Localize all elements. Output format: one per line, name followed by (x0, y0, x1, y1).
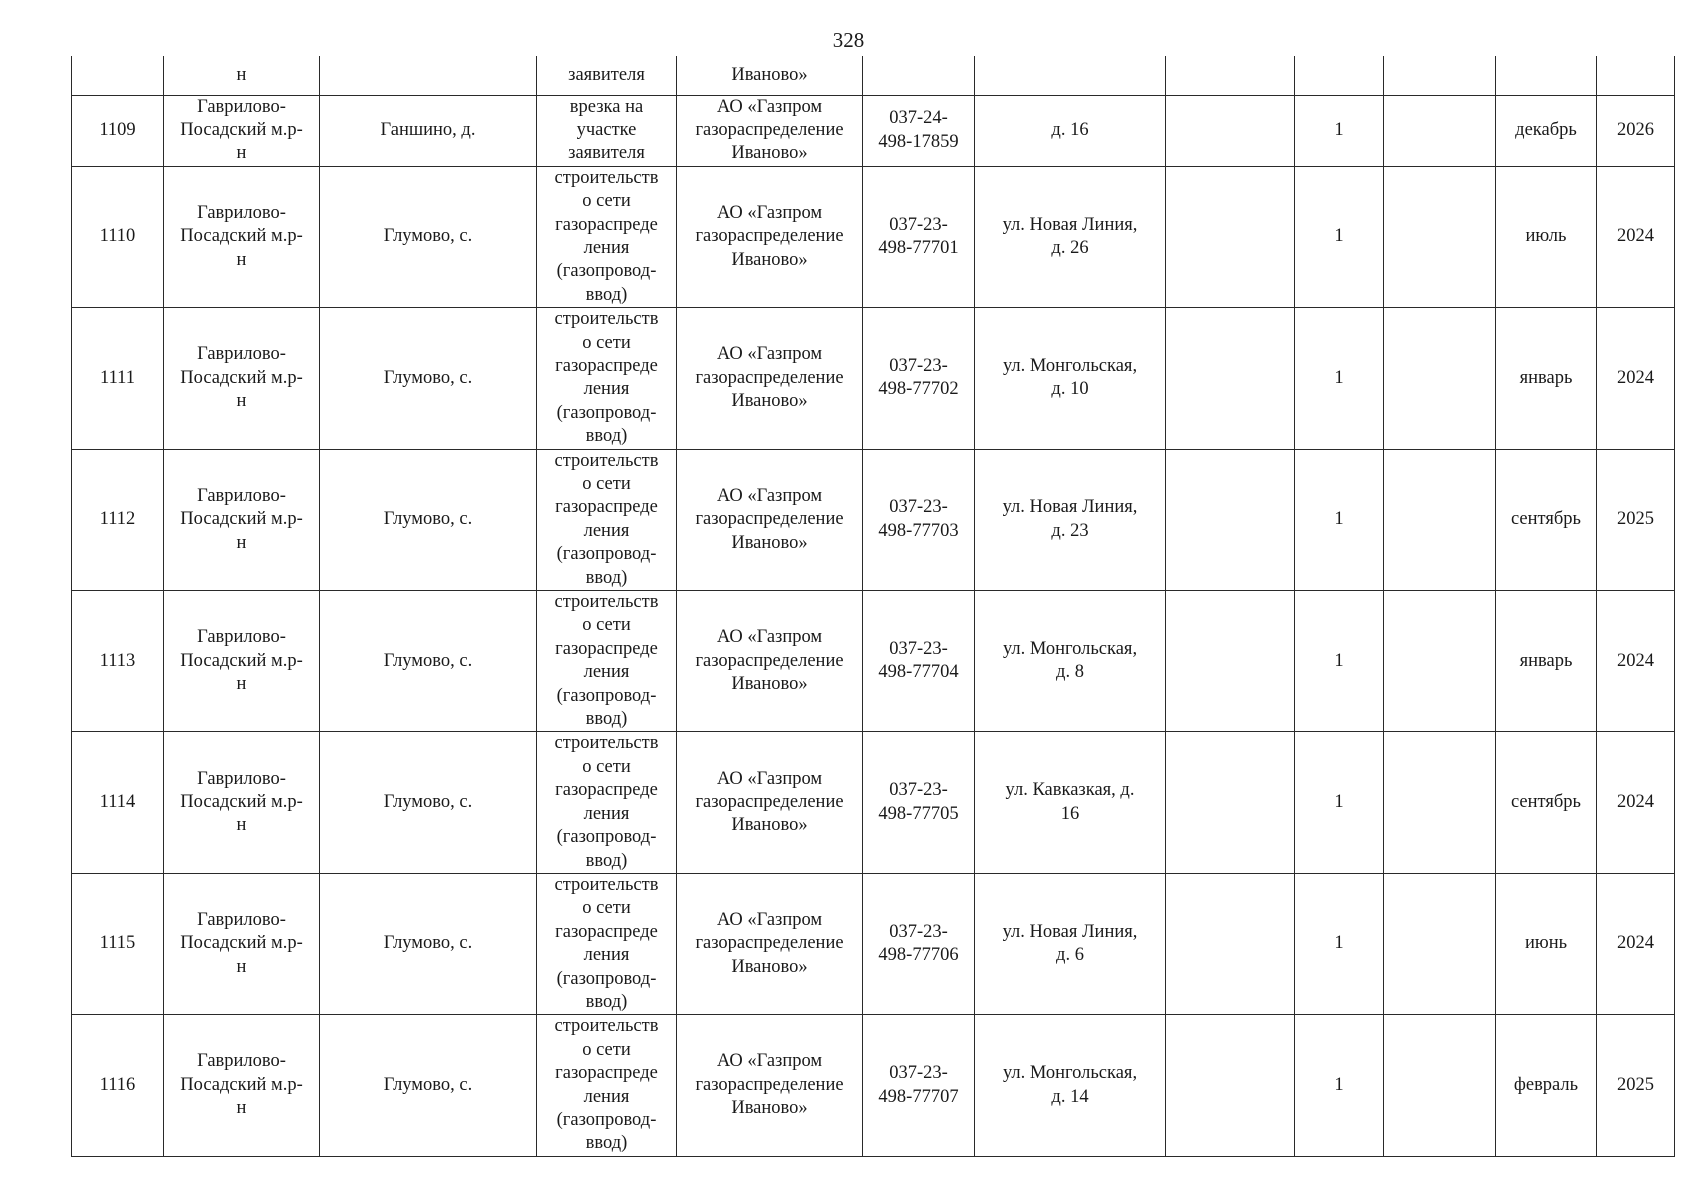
organization-cell: АО «Газпром газораспределение Иваново» (677, 591, 863, 732)
work-type-cell: строительств о сети газораспреде ления (газопровод- ввод) (537, 732, 677, 873)
application-code-cell: 037-23- 498-77706 (863, 873, 975, 1014)
empty-cell (1166, 1015, 1295, 1156)
page-number: 328 (832, 28, 865, 52)
table-row (72, 732, 1675, 873)
empty-cell (1384, 873, 1496, 1014)
empty-cell (1384, 732, 1496, 873)
empty-cell (1166, 95, 1295, 166)
address-cell: ул. Монгольская, д. 14 (975, 1015, 1166, 1156)
empty-cell (1166, 166, 1295, 307)
row-number-cell: 1109 (72, 95, 164, 166)
settlement-cell: Глумово, с. (320, 732, 537, 873)
district-cell: Гаврилово- Посадский м.р- н (164, 873, 320, 1014)
district-cell: Гаврилово- Посадский м.р- н (164, 732, 320, 873)
address-cell: ул. Монгольская, д. 10 (975, 308, 1166, 449)
address-cell: ул. Монгольская, д. 8 (975, 591, 1166, 732)
application-code-cell: 037-23- 498-77702 (863, 308, 975, 449)
month-cell: июнь (1496, 873, 1597, 1014)
empty-cell (1166, 591, 1295, 732)
work-type-cell: строительств о сети газораспреде ления (газопровод- ввод) (537, 1015, 677, 1156)
address-cell: ул. Новая Линия, д. 26 (975, 166, 1166, 307)
district-cell: Гаврилово- Посадский м.р- н (164, 591, 320, 732)
year-cell: 2025 (1597, 449, 1675, 590)
table-row (72, 166, 1675, 307)
address-cell: д. 16 (975, 95, 1166, 166)
year-cell: 2024 (1597, 166, 1675, 307)
row-number-cell: 1113 (72, 591, 164, 732)
settlement-cell: Глумово, с. (320, 1015, 537, 1156)
count-cell (1295, 56, 1384, 95)
year-cell: 2024 (1597, 591, 1675, 732)
row-number-cell: 1116 (72, 1015, 164, 1156)
organization-cell: АО «Газпром газораспределение Иваново» (677, 166, 863, 307)
table-row-continued (72, 56, 1675, 95)
count-cell: 1 (1295, 591, 1384, 732)
address-cell: ул. Новая Линия, д. 23 (975, 449, 1166, 590)
settlement-cell: Глумово, с. (320, 166, 537, 307)
application-code-cell (863, 56, 975, 95)
organization-cell: АО «Газпром газораспределение Иваново» (677, 1015, 863, 1156)
work-type-cell: строительств о сети газораспреде ления (газопровод- ввод) (537, 591, 677, 732)
empty-cell (1166, 449, 1295, 590)
month-cell: январь (1496, 591, 1597, 732)
settlement-cell: Ганшино, д. (320, 95, 537, 166)
district-cell: Гаврилово- Посадский м.р- н (164, 166, 320, 307)
row-number-cell (72, 56, 164, 95)
row-number-cell: 1111 (72, 308, 164, 449)
count-cell: 1 (1295, 95, 1384, 166)
settlement-cell (320, 56, 537, 95)
district-cell: н (164, 56, 320, 95)
count-cell: 1 (1295, 449, 1384, 590)
settlement-cell: Глумово, с. (320, 591, 537, 732)
empty-cell (1166, 732, 1295, 873)
empty-cell (1384, 1015, 1496, 1156)
empty-cell (1384, 56, 1496, 95)
empty-cell (1166, 873, 1295, 1014)
count-cell: 1 (1295, 873, 1384, 1014)
application-code-cell: 037-23- 498-77701 (863, 166, 975, 307)
row-number-cell: 1112 (72, 449, 164, 590)
table-row (72, 308, 1675, 449)
month-cell: сентябрь (1496, 449, 1597, 590)
work-type-cell: строительств о сети газораспреде ления (газопровод- ввод) (537, 873, 677, 1014)
address-cell (975, 56, 1166, 95)
district-cell: Гаврилово- Посадский м.р- н (164, 449, 320, 590)
district-cell: Гаврилово- Посадский м.р- н (164, 95, 320, 166)
month-cell: декабрь (1496, 95, 1597, 166)
address-cell: ул. Новая Линия, д. 6 (975, 873, 1166, 1014)
year-cell: 2024 (1597, 873, 1675, 1014)
empty-cell (1384, 308, 1496, 449)
work-type-cell: строительств о сети газораспреде ления (газопровод- ввод) (537, 449, 677, 590)
settlement-cell: Глумово, с. (320, 449, 537, 590)
month-cell: февраль (1496, 1015, 1597, 1156)
table-body (72, 56, 1675, 1156)
organization-cell: Иваново» (677, 56, 863, 95)
district-cell: Гаврилово- Посадский м.р- н (164, 1015, 320, 1156)
empty-cell (1166, 308, 1295, 449)
organization-cell: АО «Газпром газораспределение Иваново» (677, 732, 863, 873)
organization-cell: АО «Газпром газораспределение Иваново» (677, 449, 863, 590)
month-cell: июль (1496, 166, 1597, 307)
organization-cell: АО «Газпром газораспределение Иваново» (677, 873, 863, 1014)
count-cell: 1 (1295, 732, 1384, 873)
work-type-cell: строительств о сети газораспреде ления (газопровод- ввод) (537, 308, 677, 449)
work-type-cell: врезка на участке заявителя (537, 95, 677, 166)
count-cell: 1 (1295, 1015, 1384, 1156)
month-cell: сентябрь (1496, 732, 1597, 873)
gas-connection-table (71, 56, 1675, 1157)
district-cell: Гаврилово- Посадский м.р- н (164, 308, 320, 449)
application-code-cell: 037-23- 498-77704 (863, 591, 975, 732)
address-cell: ул. Кавказкая, д. 16 (975, 732, 1166, 873)
year-cell (1597, 56, 1675, 95)
year-cell: 2024 (1597, 308, 1675, 449)
count-cell: 1 (1295, 166, 1384, 307)
application-code-cell: 037-23- 498-77703 (863, 449, 975, 590)
row-number-cell: 1115 (72, 873, 164, 1014)
month-cell: январь (1496, 308, 1597, 449)
year-cell: 2024 (1597, 732, 1675, 873)
empty-cell (1166, 56, 1295, 95)
work-type-cell: заявителя (537, 56, 677, 95)
application-code-cell: 037-24- 498-17859 (863, 95, 975, 166)
table-row (72, 95, 1675, 166)
year-cell: 2026 (1597, 95, 1675, 166)
empty-cell (1384, 591, 1496, 732)
empty-cell (1384, 95, 1496, 166)
organization-cell: АО «Газпром газораспределение Иваново» (677, 308, 863, 449)
table-row (72, 1015, 1675, 1156)
application-code-cell: 037-23- 498-77705 (863, 732, 975, 873)
table-row (72, 591, 1675, 732)
organization-cell: АО «Газпром газораспределение Иваново» (677, 95, 863, 166)
row-number-cell: 1110 (72, 166, 164, 307)
count-cell: 1 (1295, 308, 1384, 449)
application-code-cell: 037-23- 498-77707 (863, 1015, 975, 1156)
table-row (72, 873, 1675, 1014)
work-type-cell: строительств о сети газораспреде ления (газопровод- ввод) (537, 166, 677, 307)
empty-cell (1384, 449, 1496, 590)
settlement-cell: Глумово, с. (320, 308, 537, 449)
table-row (72, 449, 1675, 590)
row-number-cell: 1114 (72, 732, 164, 873)
month-cell (1496, 56, 1597, 95)
year-cell: 2025 (1597, 1015, 1675, 1156)
empty-cell (1384, 166, 1496, 307)
settlement-cell: Глумово, с. (320, 873, 537, 1014)
